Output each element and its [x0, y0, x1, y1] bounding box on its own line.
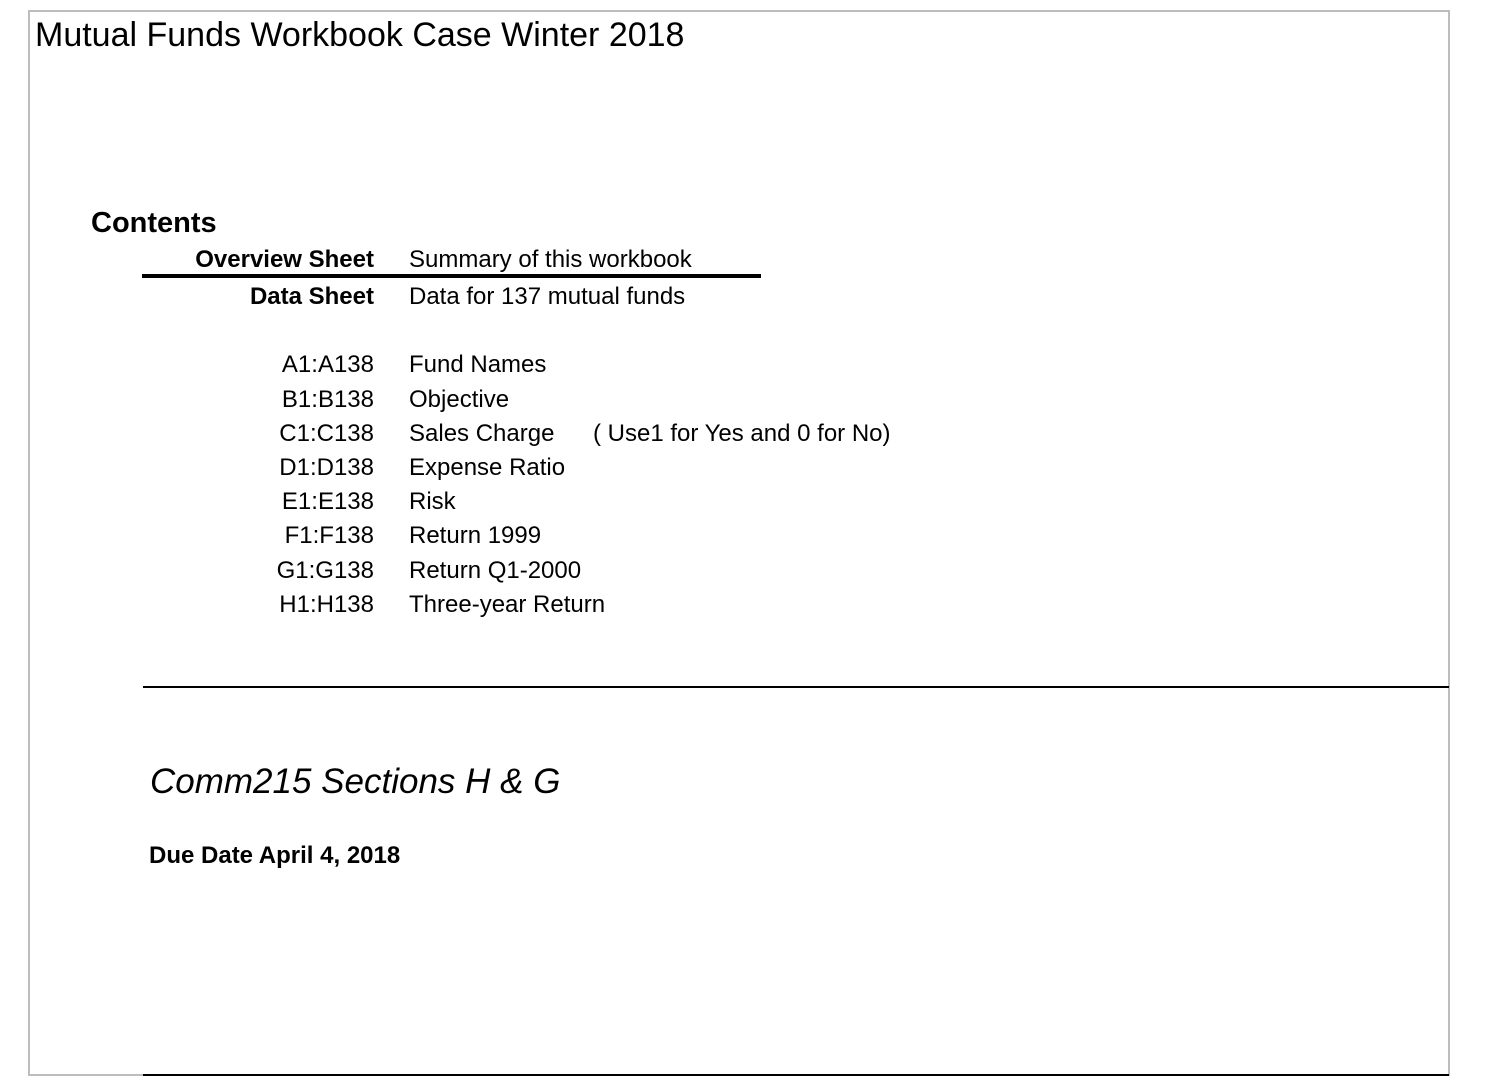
range-label: E1:E138 — [281, 488, 374, 515]
sheet-description-data: Data for 137 mutual funds — [409, 283, 686, 310]
course-title: Comm215 Sections H & G — [150, 762, 561, 801]
range-field: Objective — [409, 386, 510, 413]
workbook-title: Mutual Funds Workbook Case Winter 2018 — [35, 16, 685, 54]
sheet-description-overview: Summary of this workbook — [409, 246, 692, 273]
worksheet-frame — [28, 10, 1450, 1076]
due-date: Due Date April 4, 2018 — [149, 842, 401, 869]
range-label: C1:C138 — [279, 420, 374, 447]
range-label: G1:G138 — [276, 557, 374, 584]
range-field: Sales Charge — [409, 420, 555, 447]
contents-heading: Contents — [91, 207, 217, 239]
range-label: D1:D138 — [279, 454, 374, 481]
range-field: Return Q1-2000 — [409, 557, 582, 584]
range-label: H1:H138 — [279, 591, 374, 618]
range-label: B1:B138 — [281, 386, 374, 413]
range-label: F1:F138 — [284, 522, 374, 549]
sheet-name-overview: Overview Sheet — [195, 246, 374, 273]
range-label: A1:A138 — [281, 351, 374, 378]
range-field: Fund Names — [409, 351, 547, 378]
range-note: ( Use1 for Yes and 0 for No) — [593, 420, 891, 447]
range-field: Three-year Return — [409, 591, 606, 618]
range-field: Expense Ratio — [409, 454, 566, 481]
range-field: Risk — [409, 488, 456, 515]
bottom-divider — [143, 1074, 1449, 1076]
range-field: Return 1999 — [409, 522, 542, 549]
section-divider — [143, 686, 1449, 688]
sheet-name-data: Data Sheet — [249, 283, 374, 310]
header-underline — [142, 274, 761, 278]
